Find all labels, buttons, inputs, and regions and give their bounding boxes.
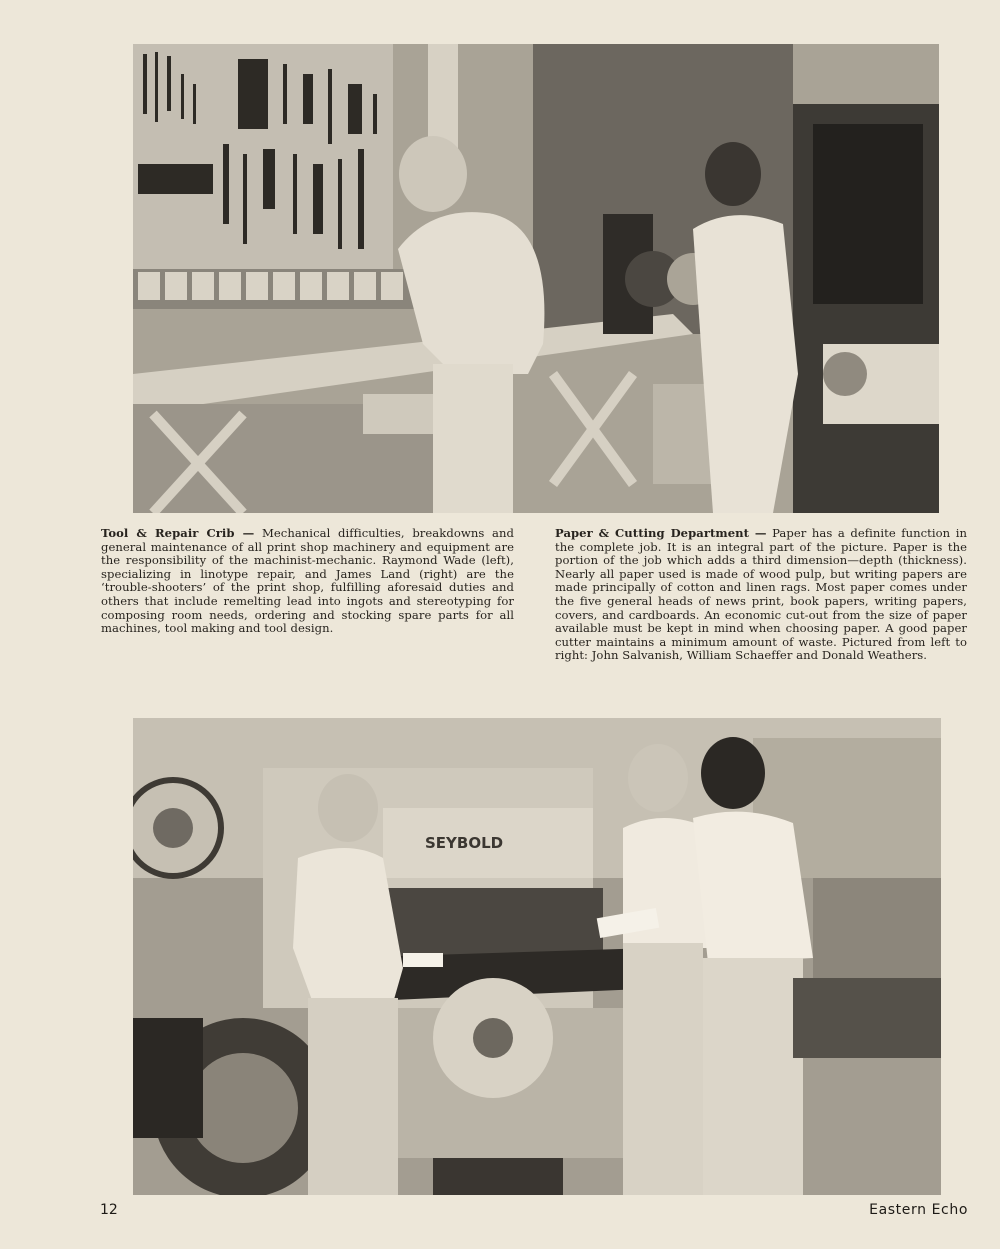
page-number: 12 — [100, 1202, 118, 1218]
publication-name: Eastern Echo — [869, 1202, 968, 1218]
caption-heading: Paper & Cutting Department — — [555, 526, 767, 540]
caption-body: Mechanical difficulties, breakdowns and general maintenance of all print shop machinery and equipment are the responsibility of the machinist-mechanic. Raymond Wade (left), specializing in linotype repair, and James Land (right) are the ‘trouble-shooters’ of the print shop, fulfilling aforesaid duties and others that include remelting lead into ingots and stereotyping for composing room needs, ordering and stocking spare parts for all machines, tool making and tool design. — [101, 526, 514, 636]
caption-heading: Tool & Repair Crib — — [101, 526, 255, 540]
caption-body: Paper has a definite function in the complete job. It is an integral part of the picture. Paper is the portion of the job which adds a third dimension—depth (thickness). Nearly all paper used is made of wood pulp, but writing papers are made principally of cotton and linen rags. Most paper comes under the five general heads of news print, book papers, writing papers, covers, and cardboards. An economic cut-out from the size of paper available must be kept in mind when choosing paper. A good paper cutter maintains a minimum amount of waste. Pictured from left to right: John Salvanish, William Schaeffer and Donald Weathers. — [555, 526, 967, 663]
seybold-label: SEYBOLD — [425, 834, 504, 852]
tool-repair-crib-illustration — [133, 44, 939, 513]
paper-cutting-illustration — [133, 718, 941, 1195]
paper-cutting-photo — [133, 718, 941, 1195]
tool-repair-crib-photo — [133, 44, 939, 513]
tool-repair-caption — [101, 527, 514, 636]
paper-cutting-caption — [555, 527, 967, 663]
